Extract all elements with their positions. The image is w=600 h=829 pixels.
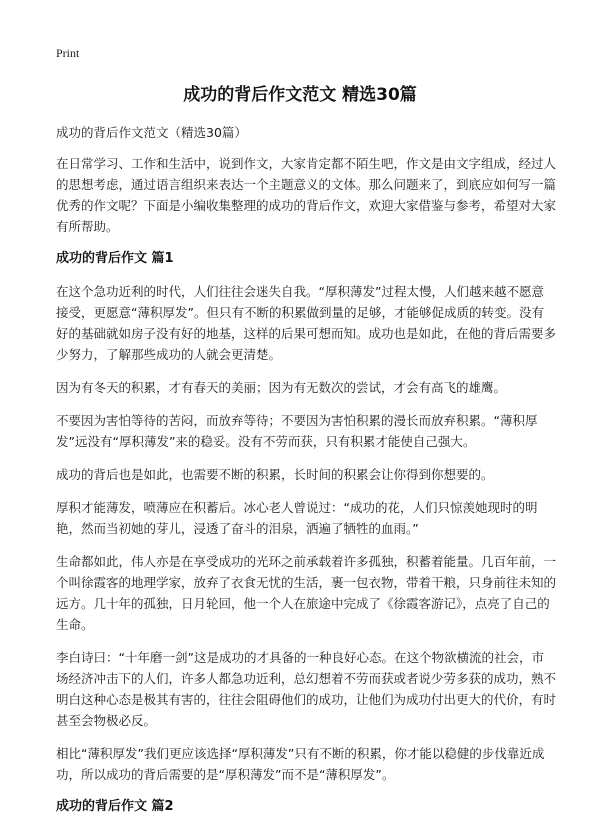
paragraph: 生命都如此，伟人亦是在享受成功的光环之前承载着许多孤独，积蓄着能量。几百年前，一个叫徐霞客的地理学家，放弃了衣食无忧的生活，裹一包衣物，带着干粮，只身前往未知的远方。几十年的孤独，日月轮回，他一个人在旅途中完成了《徐霞客游记》，点亮了自己的生命。 [56, 554, 557, 632]
paragraph: 成功的背后也是如此，也需要不断的积累，长时间的积累会让你得到你想要的。 [56, 467, 494, 482]
section-heading-1: 成功的背后作文 篇1 [56, 251, 174, 266]
intro-paragraph: 在日常学习、工作和生活中，说到作文，大家肯定都不陌生吧，作文是由文字组成，经过人的思想考虑，通过语言组织来表达一个主题意义的文体。那么问题来了，到底应如何写一篇优秀的作文呢？下面是小编收集整理的成功的背后作文，欢迎大家借鉴与参考，希望对大家有所帮助。 [56, 156, 557, 234]
article-body [56, 122, 556, 829]
paragraph: 相比“薄积厚发”我们更应该选择“厚积薄发”只有不断的积累，你才能以稳健的步伐靠近成功，所以成功的背后需要的是“厚积薄发”而不是“薄积厚发”。 [56, 746, 545, 782]
section-heading-2: 成功的背后作文 篇2 [56, 799, 174, 814]
paragraph: 因为有冬天的积累，才有春天的美丽；因为有无数次的尝试，才会有高飞的雄鹰。 [56, 380, 507, 395]
print-link[interactable]: Print [56, 46, 80, 60]
page-title: 成功的背后作文范文 精选30篇 [183, 85, 417, 105]
article-subtitle: 成功的背后作文范文（精选30篇） [56, 125, 247, 140]
paragraph: 李白诗曰：“十年磨一剑”这是成功的才具备的一种良好心态。在这个物欲横流的社会，市场经济冲击下的人们，许多人都急功近利，总幻想着不劳而获或者说少劳多获的成功，熟不明白这种心态是极其有害的，往往会阻碍他们的成功，让他们为成功付出更大的代价，有时甚至会物极必反。 [56, 650, 557, 728]
paragraph: 厚积才能薄发，喷薄应在积蓄后。冰心老人曾说过：“成功的花，人们只惊羡她现时的明艳，然而当初她的芽儿，浸透了奋斗的泪泉，洒遍了牺牲的血雨。” [56, 500, 538, 536]
paragraph: 在这个急功近利的时代，人们往往会迷失自我。“厚积薄发”过程太慢，人们越来越不愿意接受，更愿意“薄积厚发”。但只有不断的积累做到量的足够，才能够促成质的转变。没有好的基础就如房子没有好的地基，这样的后果可想而知。成功也是如此，在他的背后需要多少努力，了解那些成功的人就会更清楚。 [56, 284, 557, 362]
paragraph: 不要因为害怕等待的苦闷，而放弃等待；不要因为害怕积累的漫长而放弃积累。“薄积厚发”远没有“厚积薄发”来的稳妥。没有不劳而获，只有积累才能使自己强大。 [56, 413, 538, 449]
